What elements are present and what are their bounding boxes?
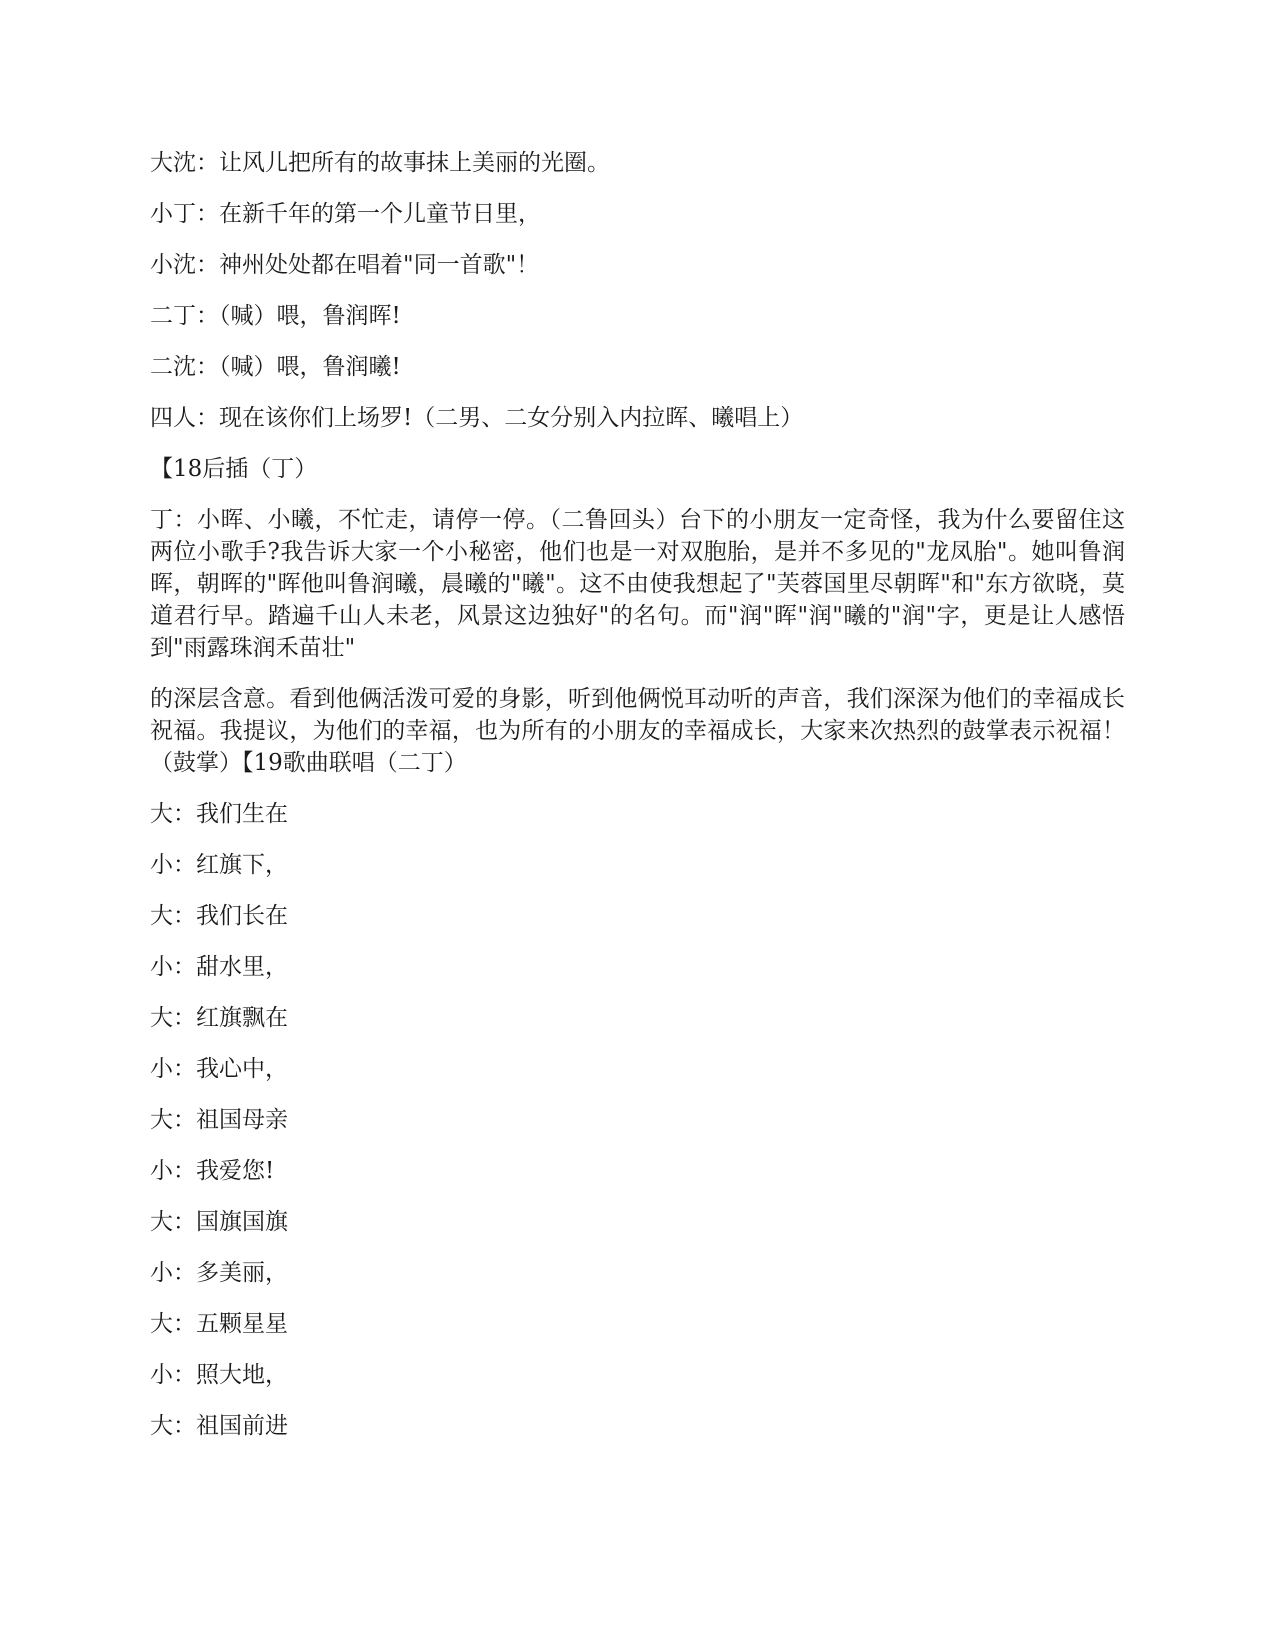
song-line: 小：红旗下，	[150, 852, 288, 878]
dialogue-line: 小沈：神州处处都在唱着"同一首歌"！	[150, 252, 540, 278]
dialogue-line: 四人：现在该你们上场罗!（二男、二女分别入内拉晖、曦唱上）	[150, 405, 804, 431]
song-line: 小：多美丽，	[150, 1260, 288, 1286]
song-line: 大：红旗飘在	[150, 1005, 288, 1031]
song-line: 大：祖国母亲	[150, 1107, 288, 1133]
song-line: 小：我爱您!	[150, 1158, 275, 1184]
dialogue-line: 小丁：在新千年的第一个儿童节日里，	[150, 201, 541, 227]
song-line: 小：甜水里，	[150, 954, 288, 980]
dialogue-line: 二沈：（喊）喂，鲁润曦!	[150, 354, 401, 380]
song-line: 大：我们生在	[150, 801, 288, 827]
song-line: 小：我心中，	[150, 1056, 288, 1082]
song-line: 大：国旗国旗	[150, 1209, 288, 1235]
section-marker: 【18后插（丁）	[150, 456, 318, 482]
song-line: 大：祖国前进	[150, 1413, 288, 1439]
song-line: 大：我们长在	[150, 903, 288, 929]
song-line: 小：照大地，	[150, 1362, 288, 1388]
document-page	[150, 147, 1125, 1461]
narration-paragraph: 的深层含意。看到他俩活泼可爱的身影，听到他俩悦耳动听的声音，我们深深为他们的幸福成长祝福。我提议，为他们的幸福，也为所有的小朋友的幸福成长，大家来次热烈的鼓掌表示祝福！（鼓掌）【19歌曲联唱（二丁）	[150, 686, 1125, 776]
dialogue-line: 二丁：（喊）喂，鲁润晖!	[150, 303, 401, 329]
dialogue-line: 大沈：让风儿把所有的故事抹上美丽的光圈。	[150, 150, 610, 176]
narration-paragraph: 丁：小晖、小曦，不忙走，请停一停。（二鲁回头）台下的小朋友一定奇怪，我为什么要留住这两位小歌手?我告诉大家一个小秘密，他们也是一对双胞胎，是并不多见的"龙凤胎"。她叫鲁润晖，朝晖的"晖他叫鲁润曦，晨曦的"曦"。这不由使我想起了"芙蓉国里尽朝晖"和"东方欲晓，莫道君行早。踏遍千山人未老，风景这边独好"的名句。而"润"晖"润"曦的"润"字，更是让人感悟到"雨露珠润禾苗壮"	[150, 507, 1125, 661]
song-line: 大：五颗星星	[150, 1311, 288, 1337]
